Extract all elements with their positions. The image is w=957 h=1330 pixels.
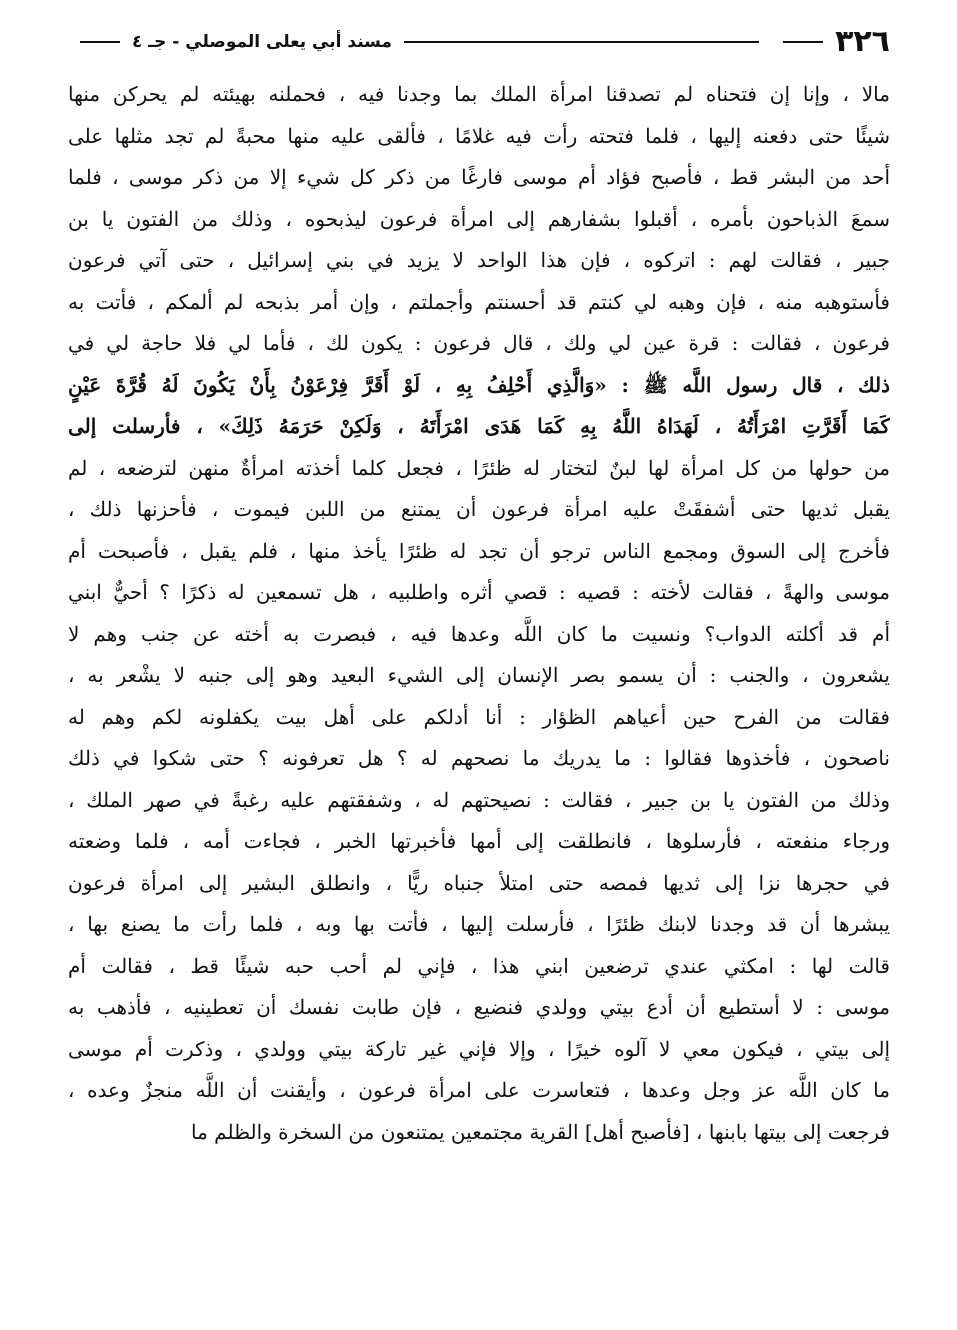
body-text — [68, 74, 890, 1153]
text-line: ناصحون ، فأخذوها فقالوا : ما يدريك ما نصحهم له ؟ هل تعرفونه ؟ حتى شكوا في ذلك — [68, 746, 890, 770]
text-line: شيئًا حتى دفعنه إليها ، فلما فتحته رأت فيه غلامًا ، فألقى عليه منها محبةً لم تجد مثلها على — [68, 123, 890, 148]
text-line: من حولها من كل امرأة لها لبنٌ لتختار له ظئرًا ، فجعل كلما أخذته امرأةٌ منهن لترضعه ، لم — [68, 455, 890, 480]
text-line: جبير ، فقالت لهم : اتركوه ، فإن هذا الواحد لا يزيد في بني إسرائيل ، حتى آتي فرعون — [68, 248, 890, 272]
text-line: موسى والهةً ، فقالت لأخته : قصيه : قصي أثره واطلبيه ، هل تسمعين له ذكرًا ؟ أحيٌّ ابني — [68, 580, 890, 604]
text-line: فقالت من الفرح حين أعياهم الظؤار : أنا أدلكم على أهل بيت يكفلونه لكم وهم له — [68, 704, 890, 729]
page-header — [68, 22, 890, 62]
text-line: ورجاء منفعته ، فأرسلوها ، فانطلقت إلى أمها فأخبرتها الخبر ، فجاءت أمه ، فلما وضعته — [68, 829, 890, 853]
page-number: ٣٢٦ — [835, 24, 890, 59]
text-line: أحد من البشر قط ، فأصبح فؤاد أم موسى فارغًا من ذكر كل شيء إلا من ذكر موسى ، فلما — [68, 165, 890, 189]
text-line: فرجعت إلى بيتها بابنها ، [فأصبح أهل] القرية مجتمعين يمتنعون من السخرة والظلم ما — [190, 1119, 890, 1144]
text-line: في حجرها نزا إلى ثديها فمصه حتى امتلأ جنباه ريًّا ، وانطلق البشير إلى امرأة فرعون — [68, 870, 890, 895]
text-line: يشعرون ، والجنب : أن يسمو بصر الإنسان إلى الشيء البعيد وهو إلى جنبه لا يشْعر به ، — [68, 663, 890, 687]
running-title: مسند أبي يعلى الموصلي - جـ ٤ — [132, 32, 392, 52]
text-line: أم قد أكلته الدواب؟ ونسيت ما كان اللَّه وعدها فيه ، فبصرت به أخته عن جنب وهم لا — [68, 621, 890, 646]
text-line: ما كان اللَّه عز وجل وعدها ، فتعاسرت على امرأة فرعون ، وأيقنت أن اللَّه منجزٌ وعده ، — [68, 1078, 890, 1102]
text-line: فرعون ، فقالت : قرة عين لي ولك ، قال فرعون : يكون لك ، فأما لي فلا حاجة لي في — [68, 331, 890, 355]
header-rule-short — [783, 41, 823, 43]
text-line: وذلك من الفتون يا بن جبير ، فقالت : نصيحتهم له ، وشفقتهم عليه رغبةً في صهر الملك ، — [68, 787, 890, 812]
text-line: موسى : لا أستطيع أن أدع بيتي وولدي فنضيع ، فإن طابت نفسك أن تعطينيه ، فأذهب به — [68, 995, 890, 1019]
text-line: فأستوهبه منه ، فإن وهبه لي كنتم قد أحسنتم وأجملتم ، وإن أمر بذبحه لم ألمكم ، فأتت به — [68, 289, 890, 314]
hadith-quote-line: ذلك ، قال رسول اللَّه ﷺ : «وَالَّذِي أَحْلِفُ بِهِ ، لَوْ أَقَرَّ فِرْعَوْنُ بِأَنْ يَكُونَ لَهُ قُرَّةَ عَيْنٍ — [68, 372, 890, 397]
text-line: يبشرها أن قد وجدنا لابنك ظئرًا ، فأرسلت إليها ، فأتت بها وبه ، فلما رأت ما يصنع بها ، — [68, 912, 890, 936]
header-rule — [404, 41, 759, 43]
header-rule-end — [80, 41, 120, 43]
text-line: يقبل ثديها حتى أشفقَتْ عليه امرأة فرعون أن يمتنع من اللبن فيموت ، فأحزنها ذلك ، — [68, 497, 890, 521]
text-line: إلى بيتي ، فيكون معي لا آلوه خيرًا ، وإلا فإني غير تاركة بيتي وولدي ، وذكرت أم موسى — [68, 1036, 890, 1061]
text-line: قالت لها : امكثي عندي ترضعين ابني هذا ، فإني لم أحب حبه شيئًا قط ، فقالت أم — [68, 953, 890, 978]
text-line: مالا ، وإنا إن فتحناه لم تصدقنا امرأة الملك بما وجدنا فيه ، فحملنه بهيئته لم يحركن منها — [68, 82, 890, 106]
text-line: سمعَ الذباحون بأمره ، أقبلوا بشفارهم إلى امرأة فرعون ليذبحوه ، وذلك من الفتون يا بن — [68, 206, 890, 231]
text-line: فأخرج إلى السوق ومجمع الناس ترجو أن تجد له ظئرًا يأخذ منها ، فلم يقبل ، فأصبحت أم — [68, 538, 890, 563]
hadith-quote-line: كَمَا أَقَرَّتِ امْرَأَتُهُ ، لَهَدَاهُ اللَّهُ بِهِ كَمَا هَدَى امْرَأَتَهُ ، وَلَكِنْ حَرَمَهُ ذَلِكَ» ، فأرسلت إلى — [68, 414, 890, 438]
